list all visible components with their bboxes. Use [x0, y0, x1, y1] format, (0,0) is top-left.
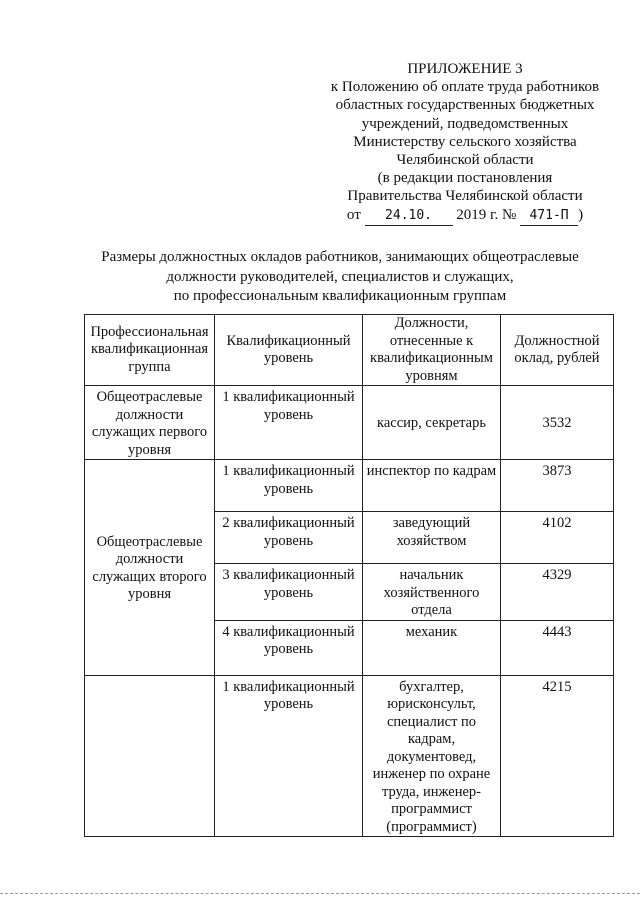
positions-cell: кассир, секретарь [363, 386, 501, 460]
salary-cell: 4215 [501, 675, 614, 837]
appendix-block [300, 60, 630, 226]
appendix-line: областных государственных бюджетных [335, 97, 595, 114]
salary-table [84, 314, 614, 837]
level-cell: 2 квалификационный уровень [215, 512, 363, 564]
appendix-line: Министерству сельского хозяйства [353, 133, 577, 150]
salary-cell: 4329 [501, 564, 614, 621]
group-name [85, 675, 215, 837]
appendix-line: Челябинской области [396, 152, 534, 169]
title-line: по профессиональным квалификационным группам [173, 288, 507, 304]
table-row [85, 460, 614, 512]
positions-cell: механик [363, 620, 501, 675]
appendix-line: к Положению об оплате труда работников [330, 79, 600, 96]
group-name: Общеотраслевые должности служащих первого уровня [85, 386, 215, 460]
page-edge-divider [0, 893, 640, 894]
header-positions: Должности, отнесенные к квалификационным уровням [363, 315, 501, 386]
table-row [85, 386, 614, 460]
level-cell: 1 квалификационный уровень [215, 386, 363, 460]
salary-cell: 4102 [501, 512, 614, 564]
date-prefix: от [346, 206, 361, 223]
handwritten-date: 24.10. [365, 207, 453, 226]
salary-cell: 3873 [501, 460, 614, 512]
resolution-date-line [300, 206, 630, 226]
header-group: Профессиональная квалификационная группа [85, 315, 215, 386]
title-line: должности руководителей, специалистов и служащих, [166, 268, 514, 285]
salary-cell: 4443 [501, 620, 614, 675]
title-line: Размеры должностных окладов работников, занимающих общеотраслевые [101, 249, 579, 265]
document-title [60, 248, 620, 307]
group-name: Общеотраслевые должности служащих второго уровня [85, 460, 215, 676]
table-header-row [85, 315, 614, 386]
appendix-heading: ПРИЛОЖЕНИЕ 3 [407, 61, 523, 77]
level-cell: 1 квалификационный уровень [215, 460, 363, 512]
salary-cell: 3532 [501, 386, 614, 460]
level-cell: 3 квалификационный уровень [215, 564, 363, 621]
level-cell: 4 квалификационный уровень [215, 620, 363, 675]
handwritten-number: 471-П [520, 207, 578, 226]
header-salary: Должностной оклад, рублей [501, 315, 614, 386]
level-cell: 1 квалификационный уровень [215, 675, 363, 837]
appendix-line: (в редакции постановления [377, 170, 553, 187]
year-text: 2019 г. № [456, 206, 517, 223]
positions-cell: инспектор по кадрам [363, 460, 501, 512]
header-level: Квалификационный уровень [215, 315, 363, 386]
appendix-line: учреждений, подведомственных [361, 115, 569, 132]
positions-cell: бухгалтер, юрисконсульт, специалист по кадрам, документовед, инженер по охране труда, инженер-программист (программист) [363, 675, 501, 837]
appendix-line: Правительства Челябинской области [347, 188, 583, 205]
table-row [85, 675, 614, 837]
positions-cell: начальник хозяйственного отдела [363, 564, 501, 621]
positions-cell: заведующий хозяйством [363, 512, 501, 564]
close-paren: ) [578, 206, 584, 223]
